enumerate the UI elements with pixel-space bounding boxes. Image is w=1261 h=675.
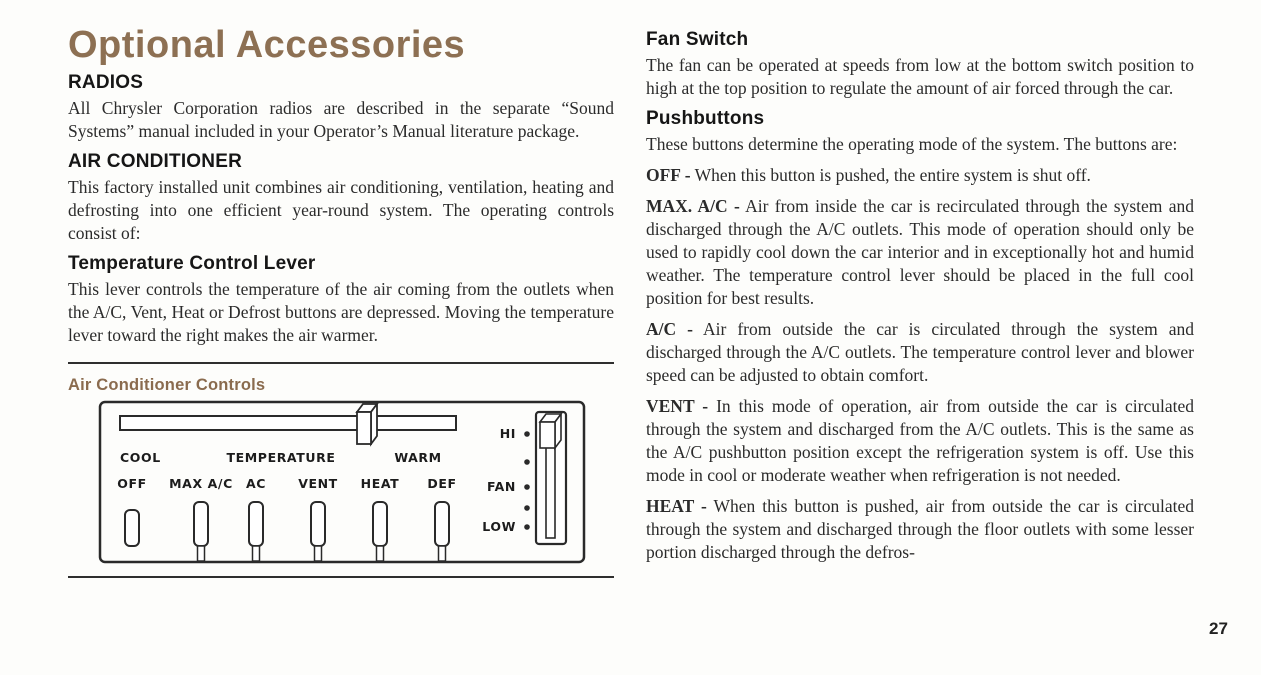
radios-heading: RADIOS (68, 71, 144, 93)
ac-controls-figure (68, 400, 614, 572)
pushbuttons-intro: These buttons determine the operating mode of the system. The buttons are: (646, 133, 1178, 154)
fan-slider-stick (546, 446, 555, 538)
pushbutton-item-vent-lead: VENT - (646, 395, 709, 416)
pushbutton-item-heat-lead: HEAT - (646, 495, 707, 516)
button-label-max-ac: MAX A/C (169, 475, 233, 491)
pushbutton-item-ac-text: Air from outside the car is circulated through the system and discharged through the A/C outlets. The temperature control lever and blower speed can be adjusted to obtain comfort. (646, 318, 1194, 385)
temperature-label: TEMPERATURE (226, 449, 336, 465)
right-column (646, 30, 1194, 564)
pushbutton-ac (249, 502, 263, 546)
pushbutton-keys (125, 502, 449, 561)
fan-switch-heading: Fan Switch (646, 29, 749, 50)
fan-slider-knob (540, 414, 561, 448)
figure-caption: Air Conditioner Controls (68, 375, 266, 394)
fan-level-dots (524, 431, 530, 530)
pushbutton-vent (311, 502, 325, 546)
button-label-vent: VENT (298, 475, 338, 491)
page-number: 27 (1209, 619, 1228, 638)
button-label-off: OFF (117, 475, 147, 491)
pushbutton-off (125, 510, 139, 546)
cool-label: COOL (120, 449, 161, 465)
pushbutton-item-heat (646, 495, 1194, 564)
pushbutton-item-max-ac (646, 195, 1194, 310)
air-conditioner-heading: AIR CONDITIONER (68, 150, 242, 172)
fan-slider (536, 412, 566, 544)
fan-switch-text: The fan can be operated at speeds from low at the bottom switch position to high at the top position to regulate the amount of air forced through the car. (646, 54, 1194, 98)
button-label-ac: AC (245, 475, 267, 491)
pushbutton-item-ac (646, 318, 1194, 387)
pushbutton-max-ac (194, 502, 208, 546)
figure-bottom-rule (68, 576, 614, 578)
warm-label: WARM (394, 449, 442, 465)
pushbutton-item-max-ac-text: Air from inside the car is recirculated through the system and discharged through the A/C outlets. This mode of operation should only be used to rapidly cool down the car interior and in exceptionally hot and humid weather. The temperature control lever should be placed in the full cool position for best results. (646, 195, 1194, 308)
button-label-heat: HEAT (360, 475, 400, 491)
fan-hi-label: HI (499, 425, 516, 441)
temperature-slider-track (120, 416, 456, 430)
pushbutton-item-off-lead: OFF - (646, 164, 691, 185)
pushbutton-item-ac-lead: A/C - (646, 318, 693, 339)
pushbutton-item-vent-text: In this mode of operation, air from outside the car is circulated through the system and discharged from the A/C outlets. This is the same as the A/C pushbutton position except the refrigeration system is off. Use this mode in cool or moderate weather when refrigeration is not needed. (646, 395, 1194, 485)
left-column (68, 26, 614, 578)
fan-label: FAN (486, 478, 516, 494)
pushbutton-item-max-ac-lead: MAX. A/C - (646, 195, 740, 216)
page-title: Optional Accessories (68, 24, 466, 66)
pushbutton-def (435, 502, 449, 546)
fan-low-label: LOW (482, 518, 516, 534)
temp-lever-heading: Temperature Control Lever (68, 252, 316, 274)
button-label-def: DEF (427, 475, 457, 491)
radios-text: All Chrysler Corporation radios are described in the separate “Sound Systems” manual included in your Operator’s Manual literature package. (68, 97, 614, 141)
air-conditioner-text: This factory installed unit combines air conditioning, ventilation, heating and defrosting into one efficient year-round system. The operating controls consist of: (68, 176, 614, 243)
pushbutton-item-vent (646, 395, 1194, 487)
temp-lever-text: This lever controls the temperature of the air coming from the outlets when the A/C, Vent, Heat or Defrost buttons are depressed. Moving the temperature lever toward the right makes the air warmer. (68, 278, 614, 345)
pushbutton-heat (373, 502, 387, 546)
pushbuttons-heading: Pushbuttons (646, 107, 765, 129)
pushbutton-item-off-text: When this button is pushed, the entire system is shut off. (694, 164, 1091, 185)
pushbutton-item-heat-text: When this button is pushed, air from outside the car is circulated through the system and discharged through the floor outlets with some lesser portion discharged through the defros- (646, 495, 1195, 562)
figure-top-rule (68, 362, 614, 364)
pushbutton-item-off (646, 164, 1194, 187)
temperature-slider-knob (357, 404, 377, 444)
